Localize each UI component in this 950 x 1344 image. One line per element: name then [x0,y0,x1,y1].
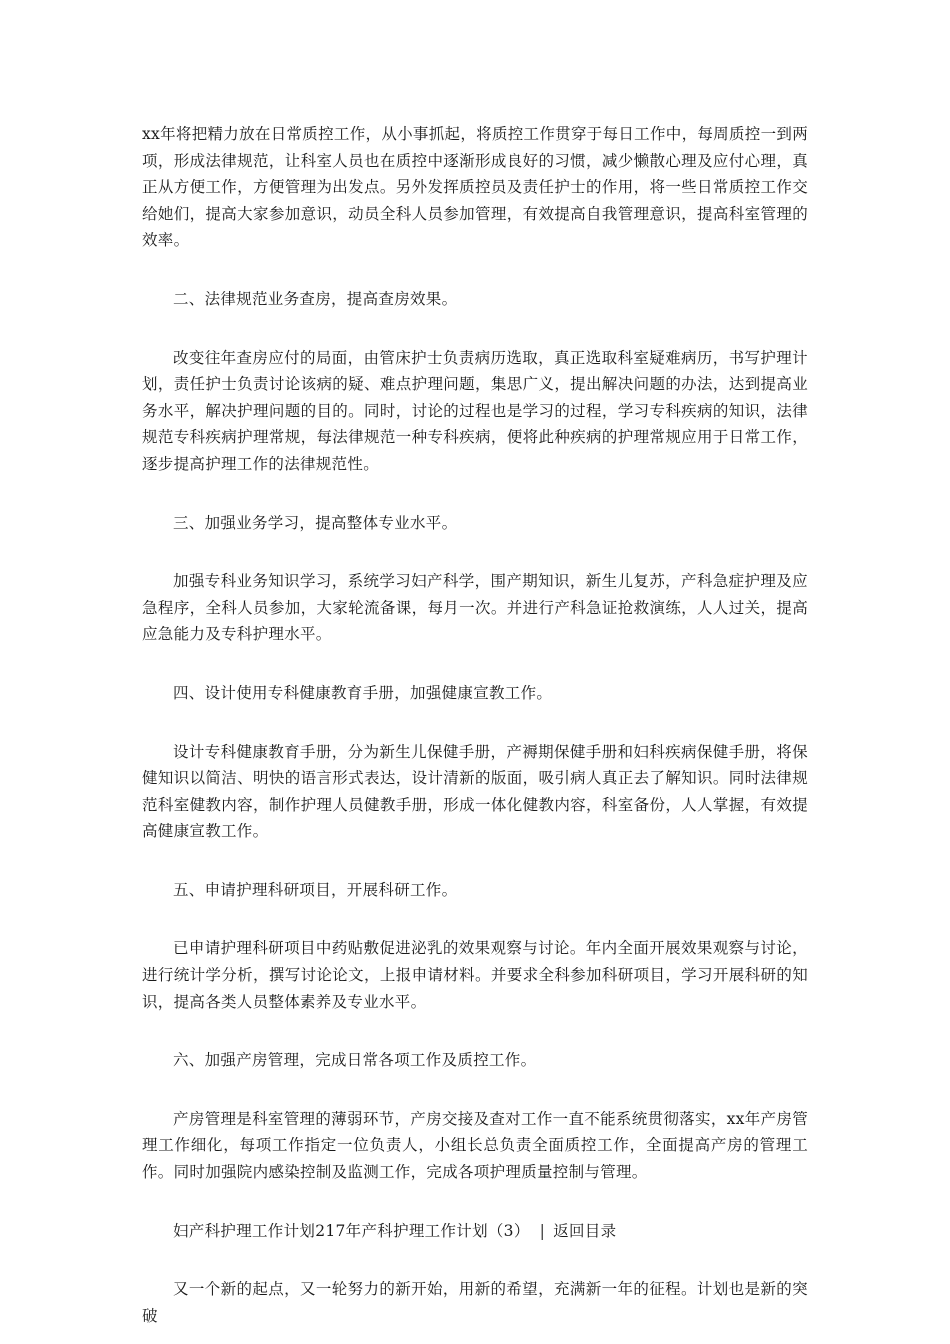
section-heading-3: 三、加强业务学习，提高整体专业水平。 [173,513,458,532]
paragraph-quality-control: xx年将把精力放在日常质控工作，从小事抓起，将质控工作贯穿于每日工作中，每周质控一到两项，形成法律规范，让科室人员也在质控中逐渐形成良好的习惯，减少懒散心理及应付心理，真正从方便工作，方便管理为出发点。另外发挥质控员及责任护士的作用，将一些日常质控工作交给她们，提高大家参加意识，动员全科人员参加管理，有效提高自我管理意识，提高科室管理的效率。 [142,125,808,250]
spacer [142,478,808,510]
paragraph-health-education: 设计专科健康教育手册，分为新生儿保健手册，产褥期保健手册和妇科疾病保健手册，将保健知识以简洁、明快的语言形式表达，设计清新的版面，吸引病人真正去了解知识。同时法律规范科室健教内容，制作护理人员健教手册，形成一体化健教内容，科室备份，人人掌握，有效提高健康宣教工作。 [142,742,808,841]
section-heading-2: 二、法律规范业务查房，提高查房效果。 [173,289,458,308]
paragraph-research: 已申请护理科研项目中药贴敷促进泌乳的效果观察与讨论。年内全面开展效果观察与讨论，进行统计学分析，撰写讨论论文，上报申请材料。并要求全科参加科研项目，学习开展科研的知识，提高各类人员整体素养及专业水平。 [142,939,808,1011]
section-heading-4: 四、设计使用专科健康教育手册，加强健康宣教工作。 [173,683,553,702]
toc-separator: | [539,1221,546,1240]
spacer [142,707,808,739]
paragraph-closing: 又一个新的起点，又一轮努力的新开始，用新的希望，充满新一年的征程。计划也是新的突破 [142,1280,808,1325]
paragraph-study: 加强专科业务知识学习，系统学习妇产科学，围产期知识，新生儿复苏，产科急症护理及应急程序，全科人员参加，大家轮流备课，每月一次。并进行产科急证抢救演练，人人过关，提高应急能力及专科护理水平。 [142,572,808,644]
spacer [142,845,808,877]
back-to-contents-link[interactable]: 返回目录 [553,1221,617,1240]
paragraph-ward-rounds: 改变往年查房应付的局面，由管床护士负责病历选取，真正选取科室疑难病历，书写护理计划，责任护士负责讨论该病的疑、难点护理问题，集思广义，提出解决问题的办法，达到提高业务水平，解决护理问题的目的。同时，讨论的过程也是学习的过程，学习专科疾病的知识，法律规范专科疾病护理常规，每法律规范一种专科疾病，便将此种疾病的护理常规应用于日常工作，逐步提高护理工作的法律规范性。 [142,348,808,473]
section-heading-6: 六、加强产房管理，完成日常各项工作及质控工作。 [173,1051,537,1070]
spacer [142,536,808,568]
spacer [142,648,808,680]
spacer [142,903,808,935]
section-heading-5: 五、申请护理科研项目，开展科研工作。 [173,880,458,899]
paragraph-delivery-room: 产房管理是科室管理的薄弱环节，产房交接及查对工作一直不能系统贯彻落实，xx年产房管理工作细化，每项工作指定一位负责人，小组长总负责全面质控工作，全面提高产房的管理工作。同时加强院内感染控制及监测工作，完成各项护理质量控制与管理。 [142,1109,808,1182]
spacer [142,1244,808,1276]
toc-title: 妇产科护理工作计划217年产科护理工作计划（3） [173,1221,530,1240]
spacer [142,1074,808,1106]
spacer [142,313,808,345]
spacer [142,1015,808,1047]
spacer [142,254,808,286]
toc-line [142,1218,808,1245]
spacer [142,1186,808,1218]
